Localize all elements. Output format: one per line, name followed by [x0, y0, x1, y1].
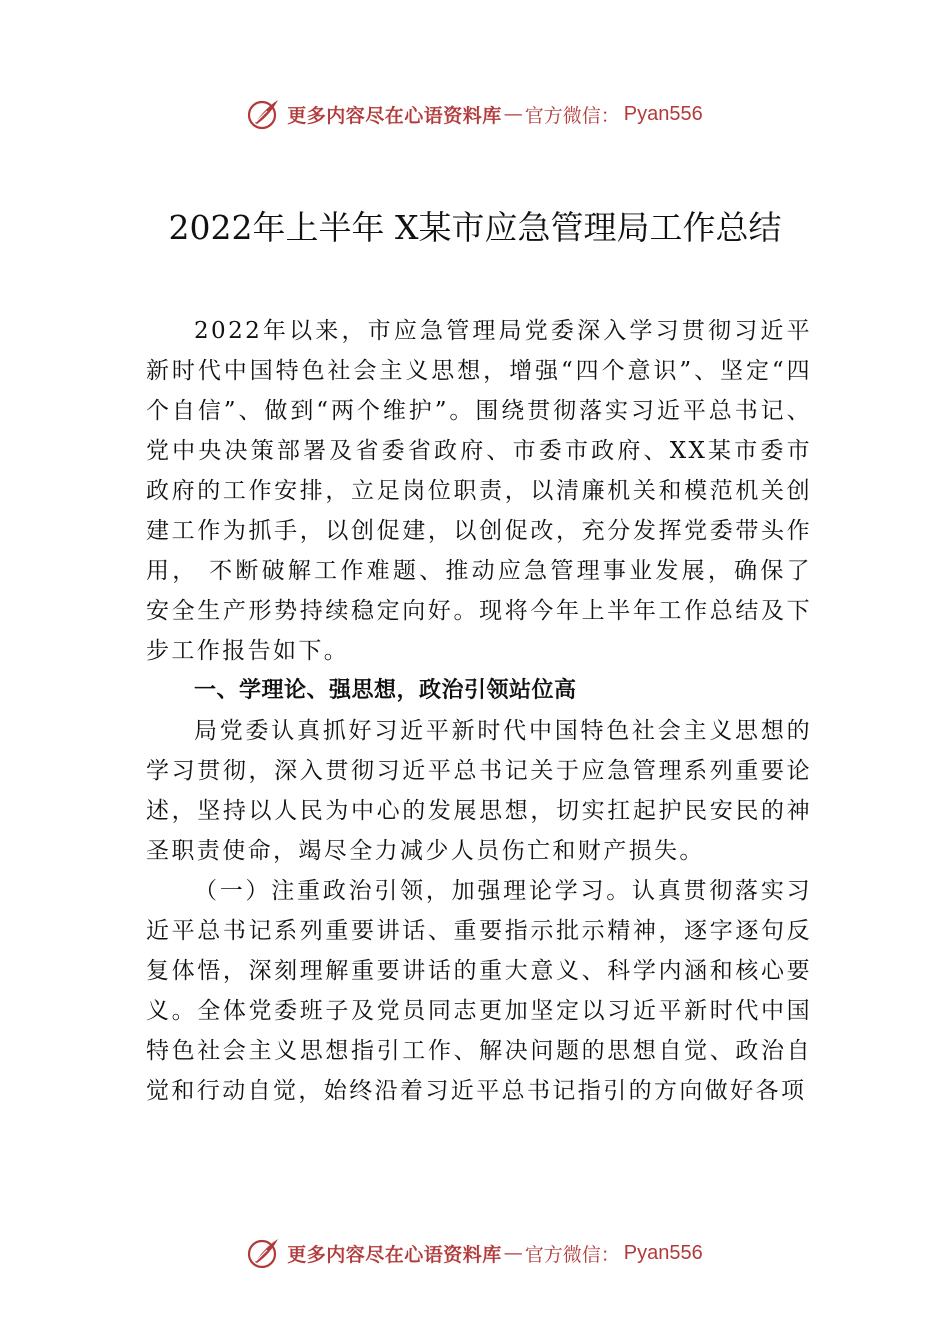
- header-banner: [0, 94, 950, 134]
- banner-separator: —: [503, 1242, 523, 1264]
- footer-banner: [0, 1233, 950, 1273]
- section-heading: 一、学理论、强思想，政治引领站位高: [194, 678, 577, 703]
- banner-brand-text: 更多内容尽在心语资料库: [287, 104, 502, 127]
- banner-wechat-label: 官方微信：: [524, 1243, 620, 1266]
- quill-logo-icon: [247, 97, 281, 131]
- banner-brand-text: 更多内容尽在心语资料库: [287, 1243, 502, 1266]
- quill-logo-icon: [247, 1236, 281, 1270]
- banner-separator: —: [503, 103, 523, 125]
- section-paragraph: 局党委认真抓好习近平新时代中国特色社会主义思想的学习贯彻，深入贯彻习近平总书记关于应急管理系列重要论述，坚持以人民为中心的发展思想，切实扛起护民安民的神圣职责使命，竭尽全力减少人员伤亡和财产损失。: [146, 718, 812, 864]
- document-title: 2022年上半年 X某市应急管理局工作总结: [168, 208, 782, 247]
- banner-wechat-id: Pyan556: [623, 102, 703, 125]
- banner-wechat-label: 官方微信：: [524, 104, 620, 127]
- banner-wechat-id: Pyan556: [623, 1241, 703, 1264]
- subsection-paragraph: （一）注重政治引领，加强理论学习。认真贯彻落实习近平总书记系列重要讲话、重要指示批示精神，逐字逐句反复体悟，深刻理解重要讲话的重大意义、科学内涵和核心要义。全体党委班子及党员同志更加坚定以习近平新时代中国特色社会主义思想指引工作、解决问题的思想自觉、政治自觉和行动自觉，始终沿着习近平总书记指引的方向做好各项: [146, 878, 812, 1104]
- document-body: [146, 311, 812, 1111]
- intro-paragraph: 2022年以来，市应急管理局党委深入学习贯彻习近平新时代中国特色社会主义思想，增强“四个意识”、坚定“四个自信”、做到“两个维护”。围绕贯彻落实习近平总书记、党中央决策部署及省委省政府、市委市政府、XX某市委市政府的工作安排，立足岗位职责，以清廉机关和模范机关创建工作为抓手，以创促建，以创促改，充分发挥党委带头作用， 不断破解工作难题、推动应急管理事业发展，确保了安全生产形势持续稳定向好。现将今年上半年工作总结及下步工作报告如下。: [146, 318, 812, 664]
